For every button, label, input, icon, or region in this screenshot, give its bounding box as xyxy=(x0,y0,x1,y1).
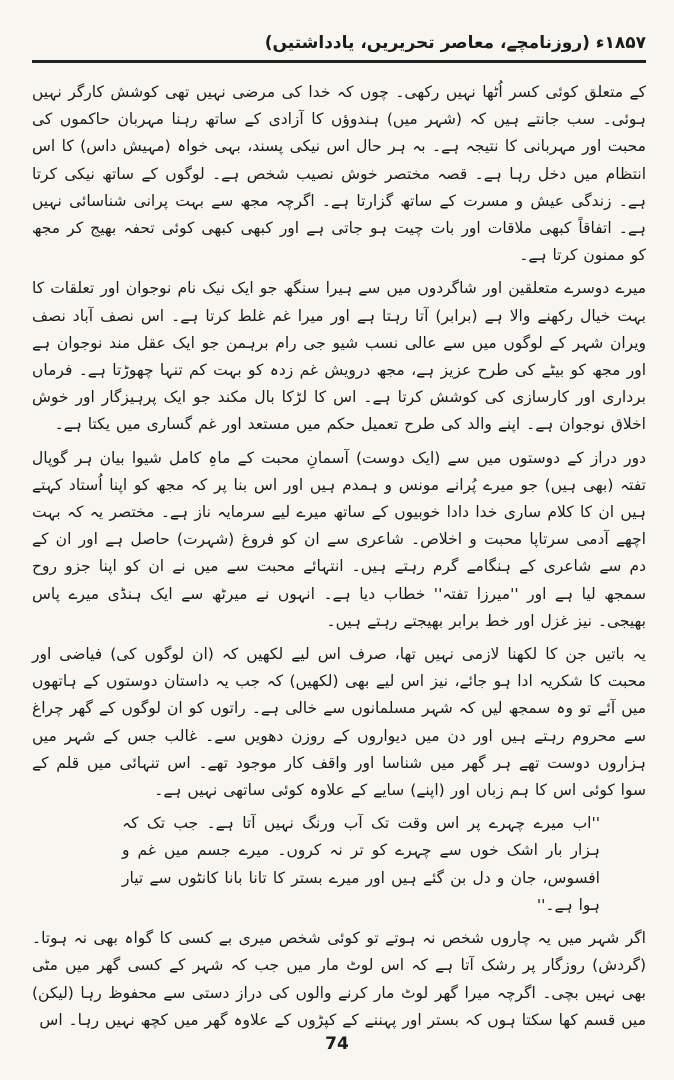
verse-quote: ''اب میرے چہرے پر اس وقت تک آب ورنگ نہیں آتا ہے۔ جب تک کہ ہزار بار اشک خوں سے چہرے کو تر نہ کروں۔ میرے جسم میں غم و افسوس، جان و دل بن گئے ہیں اور میرے بستر کا تانا بانا کانٹوں سے تیار ہوا ہے۔'' xyxy=(122,814,600,914)
page-number: 74 xyxy=(325,1034,349,1054)
running-header: ۱۸۵۷ء (روزنامچے، معاصر تحریریں، یادداشتیں) xyxy=(264,33,646,53)
paragraph: اگر شہر میں یہ چاروں شخص نہ ہوتے تو کوئی شخص میری بے کسی کا گواہ بھی نہ ہوتا۔ (گردش) روزگار پر رشک آتا ہے کہ اس لوٹ مار میں جب کہ شہر کے کسی گھر میں مٹی بھی نہیں بچی۔ اگرچہ میرا گھر لوٹ مار کرنے والوں کی دراز دستی سے محفوظ رہا (لیکن) میں قسم کھا سکتا ہوں کہ بستر اور پہننے کے کپڑوں کے علاوہ گھر میں کچھ نہیں رہا۔ اس xyxy=(32,929,646,1029)
paragraph: یہ باتیں جن کا لکھنا لازمی نہیں تھا، صرف اس لیے لکھیں کہ (ان لوگوں کی) فیاضی اور محبت کا شکریہ ادا ہو جائے، نیز اس لیے بھی (لکھیں) کہ جب یہ داستان دوستوں کے ہاتھوں میں آئے تو وہ سمجھ لیں کہ شہر مسلمانوں سے خالی ہے۔ راتوں کو ان لوگوں کے گھر چراغ سے محروم رہتے ہیں اور دن میں دیواروں کے روزن دھویں سے۔ غالب جس کے شہر میں ہزاروں دوست تھے ہر گھر میں شناسا اور واقف کار موجود تھے۔ اس تنہائی میں قلم کے سوا کوئی اس کا ہم زباں اور (اپنے) سایے کے علاوہ کوئی ساتھی نہیں ہے۔ xyxy=(32,645,646,800)
header-rule xyxy=(32,60,646,63)
page-body xyxy=(32,79,646,1034)
paragraph: کے متعلق کوئی کسر اُٹھا نہیں رکھی۔ چوں کہ خدا کی مرضی نہیں تھی کوشش کارگر نہیں ہوئی۔ سب جانتے ہیں کہ (شہر میں) ہندوؤں کا آزادی کے ساتھ رہنا مہربان حاکموں کی محبت اور مہربانی کا نتیجہ ہے۔ بہ ہر حال اس نیکی پسند، بہی خواہ (مہیش داس) کا اس انتظام میں دخل رہا ہے۔ قصہ مختصر خوش نصیب شخص ہے۔ لوگوں کے ساتھ نیکی کرتا ہے۔ زندگی عیش و مسرت کے ساتھ گزارتا ہے۔ اگرچہ مجھ سے بہت پرانی شناسائی نہیں ہے۔ اتفاقاً کبھی ملاقات اور بات چیت ہو جاتی ہے اور کبھی کبھی کوئی تحفہ بھیج کر مجھ کو ممنون کرتا ہے۔ xyxy=(32,83,646,265)
paragraph: میرے دوسرے متعلقین اور شاگردوں میں سے ہیرا سنگھ جو ایک نیک نام نوجوان اور تعلقات کا بہت خیال رکھنے والا ہے (برابر) آتا رہتا ہے اور میرا غم غلط کرتا ہے۔ اس نصف آباد نصف ویران شہر کے لوگوں میں سے عالی نسب شیو جی رام برہمن جو ایک عقل مند نوجوان ہے اور مجھ کو بیٹے کی طرح عزیز ہے، مجھ درویش غم زدہ کو بہت کم تنہا چھوڑتا ہے۔ فرماں برداری اور کارسازی کی کوشش کرتا ہے۔ اس کا لڑکا بال مکند جو ایک پرہیزگار اور خوش اخلاق نوجوان ہے۔ اپنے والد کی طرح تعمیل حکم میں مستعد اور غم گساری میں یکتا ہے۔ xyxy=(32,279,646,434)
paragraph: دور دراز کے دوستوں میں سے (ایک دوست) آسمانِ محبت کے ماہِ کامل شیوا بیان ہر گوپال تفتہ (بھی ہیں) جو میرے پُرانے مونس و ہمدم ہیں اور اس بنا پر کہ مجھ کو اپنا اُستاد کہتے ہیں ان کا کلام ساری خدا دادا خوبیوں کے ساتھ میرے لیے سرمایہ ناز ہے۔ مختصر یہ کہ بہت اچھے آدمی سرتاپا محبت و اخلاص۔ شاعری سے ان کو فروغ (شہرت) حاصل ہے اور ان کے دم سے شاعری کے ہنگامے گرم رہتے ہیں۔ انتہائے محبت سے میں نے ان کو اپنا جزو روح سمجھ لیا ہے اور ''میرزا تفتہ'' خطاب دیا ہے۔ انہوں نے میرٹھ سے ایک ہنڈی میرے پاس بھیجی۔ نیز غزل اور خط برابر بھیجتے رہتے ہیں۔ xyxy=(32,448,646,630)
